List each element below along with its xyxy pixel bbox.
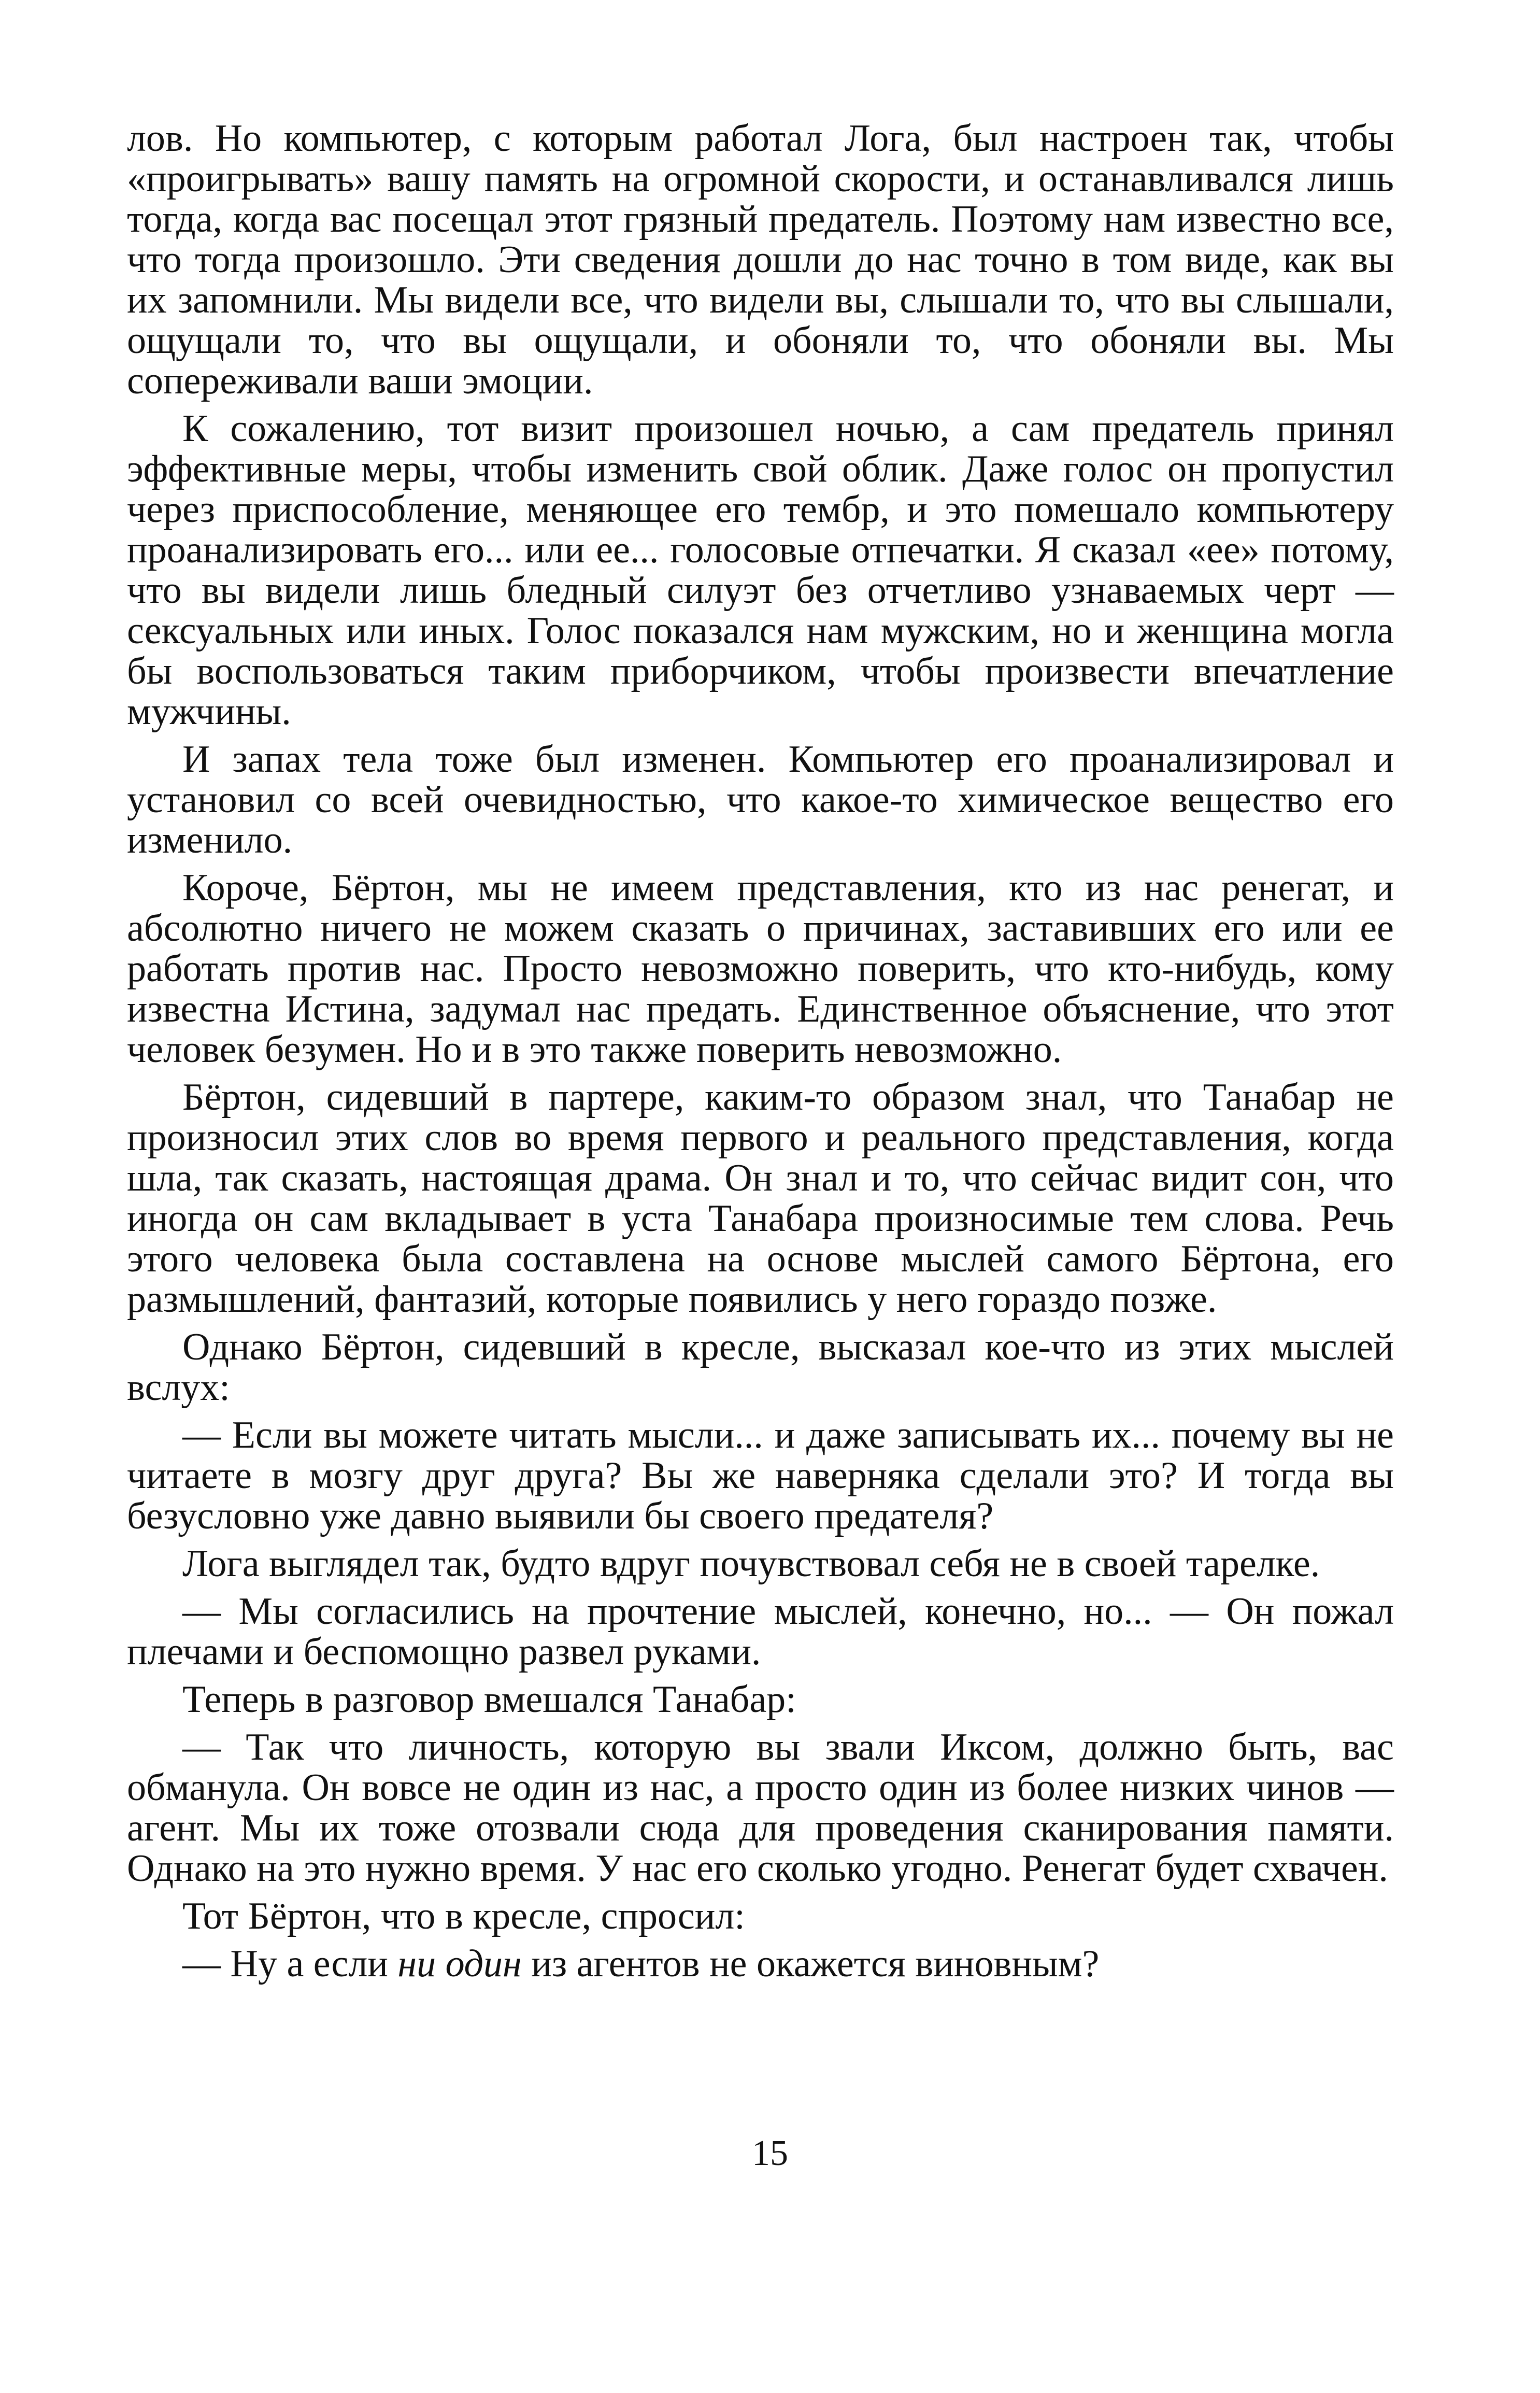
paragraph-8: Лога выглядел так, будто вдруг почувствовал себя не в своей тарелке. [182,1542,1320,1585]
paragraph-13-before: — Ну а если [182,1943,398,1985]
paragraph-13-after: из агентов не окажется виновным? [521,1943,1100,1985]
page-number: 15 [752,2133,788,2173]
paragraph-3: И запах тела тоже был изменен. Компьютер его проанализировал и установил со всей очевидностью, что какое-то химическое вещество его изменило. [127,738,1394,861]
paragraph-13 [127,1944,1394,1984]
paragraph-10: Теперь в разговор вмешался Танабар: [182,1678,796,1721]
paragraph-2: К сожалению, тот визит произошел ночью, а сам предатель принял эффективные меры, чтобы изменить свой облик. Даже голос он пропустил через приспособление, меняющее его тембр, и это помешало компьютеру проанализировать его... или ее... голосовые отпечатки. Я сказал «ее» потому, что вы видели лишь бледный силуэт без отчетливо узнаваемых черт — сексуальных или иных. Голос показался нам мужским, но и женщина могла бы воспользоваться таким приборчиком, чтобы произвести впечатление мужчины. [127,407,1394,733]
paragraph-7: — Если вы можете читать мысли... и даже записывать их... почему вы не читаете в мозгу друг друга? Вы же наверняка сделали это? И тогда вы безусловно уже давно выявили бы своего предателя? [127,1414,1394,1537]
paragraph-12: Тот Бёртон, что в кресле, спросил: [182,1895,745,1937]
paragraph-6: Однако Бёртон, сидевший в кресле, высказал кое-что из этих мыслей вслух: [127,1326,1394,1409]
paragraph-1: лов. Но компьютер, с которым работал Лога, был настроен так, чтобы «проигрывать» вашу память на огромной скорости, и останавливался лишь тогда, когда вас посещал этот грязный предатель. Поэтому нам известно все, что тогда произошло. Эти сведения дошли до нас точно в том виде, как вы их запомнили. Мы видели все, что видели вы, слышали то, что вы слышали, ощущали то, что вы ощущали, и обоняли то, что обоняли вы. Мы сопереживали ваши эмоции. [127,117,1394,402]
paragraph-11: — Так что личность, которую вы звали Иксом, должно быть, вас обманула. Он вовсе не один из нас, а просто один из более низких чинов — агент. Мы их тоже отозвали сюда для проведения сканирования памяти. Однако на это нужно время. У нас его сколько угодно. Ренегат будет схвачен. [127,1726,1394,1890]
paragraph-13-emphasis: ни один [397,1943,522,1985]
paragraph-4: Короче, Бёртон, мы не имеем представления, кто из нас ренегат, и абсолютно ничего не можем сказать о причинах, заставивших его или ее работать против нас. Просто невозможно поверить, что кто-нибудь, кому известна Истина, задумал нас предать. Единственное объяснение, что этот человек безумен. Но и в это также поверить невозможно. [127,867,1394,1071]
paragraph-9: — Мы согласились на прочтение мыслей, конечно, но... — Он пожал плечами и беспомощно развел руками. [127,1590,1394,1673]
paragraph-5: Бёртон, сидевший в партере, каким-то образом знал, что Танабар не произносил этих слов во время первого и реального представления, когда шла, так сказать, настоящая драма. Он знал и то, что сейчас видит сон, что иногда он сам вкладывает в уста Танабара произносимые тем слова. Речь этого человека была составлена на основе мыслей самого Бёртона, его размышлений, фантазий, которые появились у него гораздо позже. [127,1076,1394,1321]
body-text [127,118,1394,1991]
